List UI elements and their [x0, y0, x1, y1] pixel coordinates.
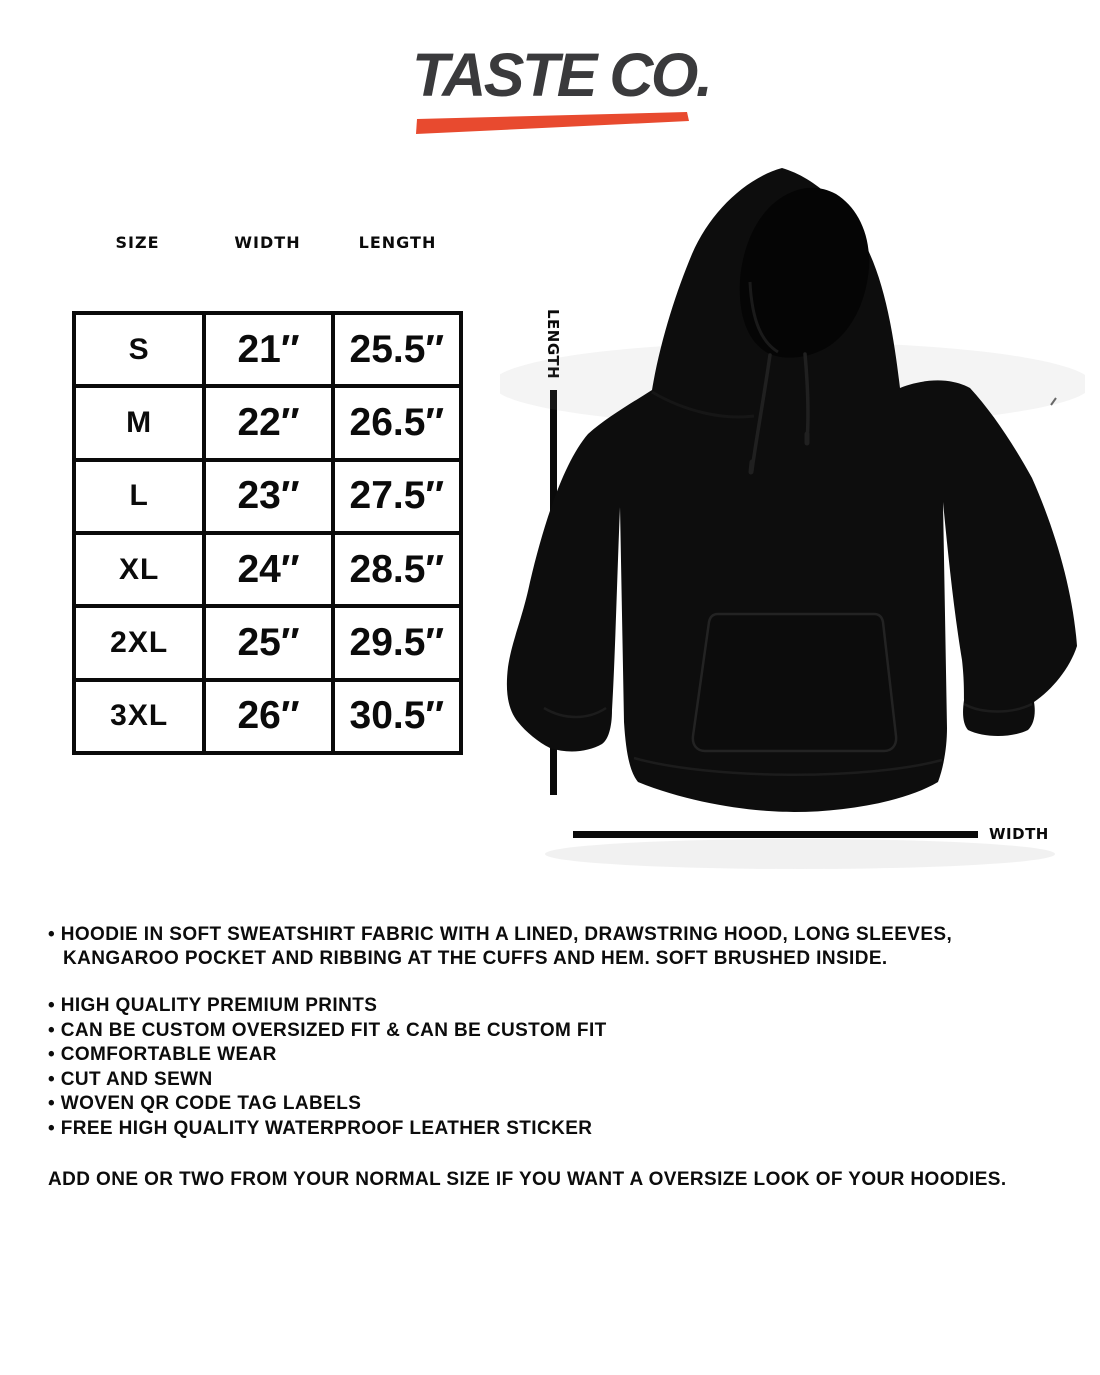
- sizing-note: ADD ONE OR TWO FROM YOUR NORMAL SIZE IF YOU WANT A OVERSIZE LOOK OF YOUR HOODIES.: [48, 1169, 1007, 1190]
- brand-header: [0, 0, 1100, 150]
- intro-bullet-line-1: • HOODIE IN SOFT SWEATSHIRT FABRIC WITH A LINED, DRAWSTRING HOOD, LONG SLEEVES,: [48, 924, 953, 945]
- cell-width: 24″: [204, 533, 332, 606]
- cell-width: 25″: [204, 606, 332, 679]
- cell-length: 30.5″: [333, 680, 461, 753]
- table-row: [74, 606, 461, 679]
- table-row: [74, 680, 461, 753]
- table-row: [74, 386, 461, 459]
- cell-length: 27.5″: [333, 460, 461, 533]
- kangaroo-pocket: [693, 614, 896, 751]
- cell-size: L: [74, 460, 204, 533]
- width-measure-line: [573, 831, 978, 838]
- cell-width: 23″: [204, 460, 332, 533]
- size-chart-table: [72, 311, 463, 755]
- cell-width: 26″: [204, 680, 332, 753]
- cell-length: 29.5″: [333, 606, 461, 679]
- cell-length: 28.5″: [333, 533, 461, 606]
- brand-logo-text: TASTE CO.: [412, 41, 711, 109]
- product-description: [48, 923, 1078, 1192]
- feature-bullet-list: [48, 994, 1078, 1141]
- brand-underline-swoosh-icon: [413, 106, 691, 136]
- header-length: LENGTH: [358, 233, 437, 252]
- length-measure-label: LENGTH: [544, 309, 562, 380]
- feature-bullet: • FREE HIGH QUALITY WATERPROOF LEATHER STICKER: [48, 1117, 593, 1139]
- cell-size: XL: [74, 533, 204, 606]
- table-row: [74, 460, 461, 533]
- header-size: SIZE: [115, 233, 160, 252]
- cell-size: 2XL: [74, 606, 204, 679]
- table-row: [74, 533, 461, 606]
- feature-bullet: • CAN BE CUSTOM OVERSIZED FIT & CAN BE CUSTOM FIT: [48, 1019, 607, 1041]
- brand-underline-shape: [416, 112, 689, 134]
- width-measure-label: WIDTH: [989, 825, 1049, 843]
- feature-bullet: • CUT AND SEWN: [48, 1068, 213, 1090]
- feature-bullet: • COMFORTABLE WEAR: [48, 1044, 277, 1065]
- floor-shadow: [545, 839, 1055, 869]
- size-chart-headers: [72, 233, 463, 252]
- cell-length: 25.5″: [333, 313, 461, 386]
- header-width: WIDTH: [234, 233, 301, 252]
- hoodie-illustration: [500, 162, 1085, 872]
- feature-bullet: • HIGH QUALITY PREMIUM PRINTS: [48, 995, 378, 1016]
- intro-bullet-line-2: KANGAROO POCKET AND RIBBING AT THE CUFFS AND HEM. SOFT BRUSHED INSIDE.: [63, 947, 888, 969]
- cell-size: 3XL: [74, 680, 204, 753]
- feature-bullet: • WOVEN QR CODE TAG LABELS: [48, 1093, 362, 1114]
- table-row: [74, 313, 461, 386]
- cell-width: 22″: [204, 386, 332, 459]
- cell-size: M: [74, 386, 204, 459]
- cell-size: S: [74, 313, 204, 386]
- cell-width: 21″: [204, 313, 332, 386]
- cell-length: 26.5″: [333, 386, 461, 459]
